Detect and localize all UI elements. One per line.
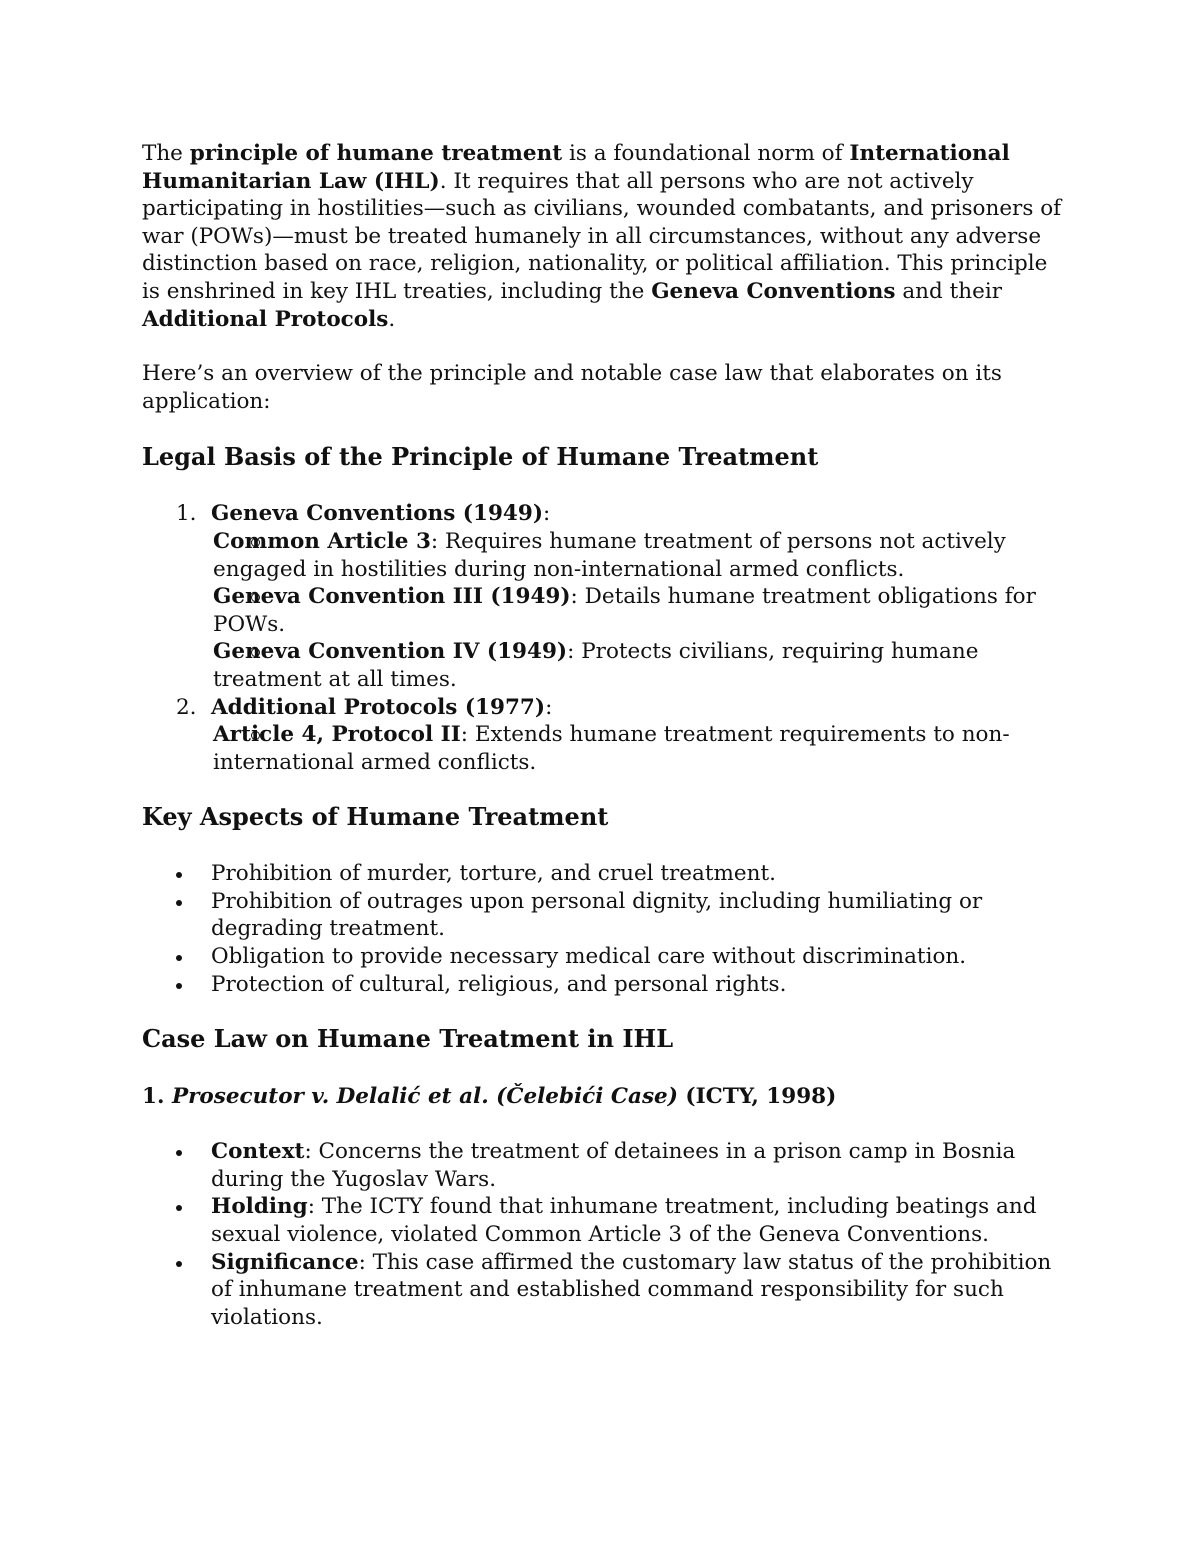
case-number: 1. [142, 1084, 172, 1110]
list-number: 1. [176, 501, 197, 527]
bullet-icon [176, 983, 182, 989]
intro-bold-term: International Humanitarian Law (IHL) [142, 141, 1010, 194]
bullet-icon [176, 1261, 182, 1267]
list-item-text: Obligation to provide necessary medical care without discrimination. [211, 944, 967, 970]
sub-item-title: Geneva Convention III (1949) [213, 584, 571, 610]
bullet-icon [176, 1150, 182, 1156]
list-item-text: Prohibition of outrages upon personal dignity, including humiliating or degrading treatment. [211, 888, 983, 942]
intro-text: The [142, 141, 190, 166]
key-aspects-list [142, 860, 1067, 998]
sub-list-item [142, 528, 1067, 583]
sub-item-title: Article 4, Protocol II [213, 722, 461, 748]
bullet-icon [176, 900, 182, 906]
list-item [142, 500, 1067, 693]
list-item-title: Additional Protocols (1977) [211, 694, 546, 720]
case-detail-text: : This case affirmed the customary law status of the prohibition of inhumane treatment and established command responsibility for such violations. [211, 1249, 1052, 1330]
list-item [142, 1193, 1067, 1248]
list-item [142, 888, 1067, 943]
key-aspects-heading: Key Aspects of Humane Treatment [142, 802, 609, 832]
sub-item-title: Geneva Convention IV (1949) [213, 639, 568, 665]
intro-text: and their [895, 278, 1002, 304]
list-item [142, 971, 1067, 999]
intro-text: . [388, 306, 396, 332]
sub-list [142, 721, 1067, 776]
list-item [142, 943, 1067, 971]
list-item-text: Protection of cultural, religious, and personal rights. [211, 971, 787, 997]
list-number: 2. [176, 694, 197, 720]
sub-list-item [142, 721, 1067, 776]
case-detail-label: Context [211, 1139, 305, 1165]
sub-list-item [142, 583, 1067, 638]
sub-list [142, 528, 1067, 694]
bullet-icon [176, 1205, 182, 1211]
intro-paragraph [142, 140, 1067, 333]
intro-bold-term: principle of humane treatment [189, 141, 563, 166]
overview-paragraph: Here’s an overview of the principle and notable case law that elaborates on its application: [142, 361, 1002, 414]
sub-item-text: : Requires humane treatment of persons not actively engaged in hostilities during non-international armed conflicts. [213, 528, 1006, 582]
case-details-list [142, 1138, 1067, 1331]
sub-item-text: : Details humane treatment obligations for POWs. [213, 584, 1036, 637]
circle-bullet-icon [251, 538, 260, 547]
legal-basis-list [142, 500, 1067, 776]
intro-text: is a foundational norm of [562, 141, 850, 166]
case-name: Prosecutor v. Delalić et al. (Čelebići Case) [171, 1084, 678, 1110]
case-detail-label: Significance [211, 1249, 359, 1275]
sub-list-item [142, 638, 1067, 693]
intro-bold-term: Additional Protocols [142, 306, 389, 332]
case-detail-text: : Concerns the treatment of detainees in a prison camp in Bosnia during the Yugoslav Wars. [211, 1139, 1016, 1192]
list-item [142, 1138, 1067, 1193]
list-item-title: Geneva Conventions (1949) [211, 501, 543, 527]
sub-item-text: : Extends humane treatment requirements to non-international armed conflicts. [213, 722, 1010, 775]
legal-basis-heading: Legal Basis of the Principle of Humane Treatment [142, 442, 819, 472]
intro-text: . It requires that all persons who are not actively participating in hostilities—such as civilians, wounded combatants, and prisoners of war (POWs)—must be treated humanely in all circumstances, without any adverse distinction based on race, religion, nationality, or political affiliation. This principle is enshrined in key IHL treaties, including the [142, 168, 1062, 304]
document-page [142, 140, 1067, 1357]
bullet-icon [176, 955, 182, 961]
case-title [142, 1082, 1067, 1112]
sub-item-text: : Protects civilians, requiring humane treatment at all times. [213, 639, 979, 692]
case-detail-label: Holding [211, 1194, 308, 1220]
list-item-suffix: : [545, 694, 553, 720]
case-detail-text: : The ICTY found that inhumane treatment, including beatings and sexual violence, violated Common Article 3 of the Geneva Conventions. [211, 1194, 1037, 1248]
case-court-year: (ICTY, 1998) [677, 1084, 837, 1110]
sub-item-title: Common Article 3 [213, 528, 431, 554]
list-item-text: Prohibition of murder, torture, and cruel treatment. [211, 861, 776, 887]
list-item [142, 1249, 1067, 1332]
case-law-heading: Case Law on Humane Treatment in IHL [142, 1024, 674, 1054]
list-item [142, 694, 1067, 777]
intro-bold-term: Geneva Conventions [651, 278, 896, 304]
list-item-suffix: : [543, 501, 551, 527]
list-item [142, 860, 1067, 888]
bullet-icon [176, 872, 182, 878]
